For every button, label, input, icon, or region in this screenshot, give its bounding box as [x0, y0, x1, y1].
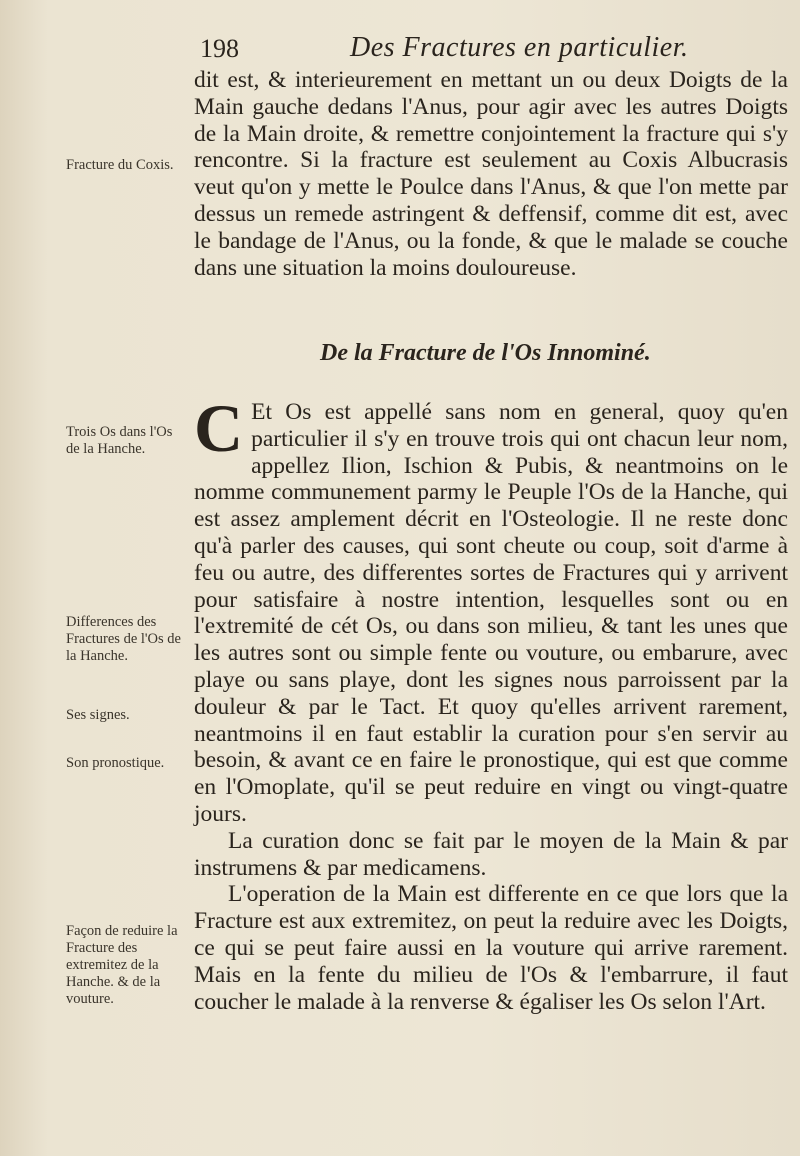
paragraph-2: La curation donc se fait par le moyen de la Main & par instrumens & par medicamens. — [194, 827, 788, 881]
drop-cap: C — [194, 390, 244, 466]
margin-note-trois-os: Trois Os dans l'Os de la Hanche. — [66, 424, 173, 457]
paragraph-1 — [194, 390, 788, 828]
paragraph-3: L'operation de la Main est differente en ce que lors que la Fracture est aux extremitez, on peut la reduire avec les Doigts, ce qui se peut faire aussi en la vouture qui arrive rarement. Mais en la fente du milieu de l'Os & l'embarrure, il faut coucher le malade à la renverse & égaliser les Os selon l'Art. — [194, 881, 788, 1015]
text-block-os-innomine — [194, 390, 788, 1015]
page-header — [200, 28, 780, 68]
text-block-coxis — [194, 67, 788, 281]
paragraph-1-text: Et Os est appellé sans nom en general, quoy qu'en particulier il s'y en trouve trois qui ont chacun leur nom, appellez Ilion, Ischion & Pubis, & neantmoins on le nomme communement parmy le Peuple l'Os de la Hanche, qui est assez amplement décrit en l'Osteologie. Il ne reste donc qu'à parler des causes, qui sont cheute ou coup, soit d'arme à feu ou autre, des differentes sortes de Fractures qui y arrivent pour satisfaire à nostre intention, lesquelles sont ou en l'extremité de cét Os, ou dans son milieu, & tant les unes que les autres sont ou simple fente ou vouture, ou embarure, avec playe ou sans playe, dont les signes nous parroissent par la douleur & par le Tact. Et quoy qu'elles arrivent rarement, neantmoins il en faut establir la curation pour s'en servir au besoin, & avant ce en faire le pronostique, qui est que comme en l'Omoplate, qu'il se peut reduire en vingt ou vingt-quatre jours. — [194, 399, 788, 827]
page-number: 198 — [200, 34, 239, 63]
margin-note-pronostique: Son pronostique. — [66, 755, 165, 771]
margin-note-coxis: Fracture du Coxis. — [66, 157, 174, 173]
paragraph: dit est, & interieurement en mettant un ou deux Doigts de la Main gauche dedans l'Anus, pour agir avec les autres Doigts de la Main droite, & remettre conjointement la fracture qui s'y rencontre. Si la fracture est seulement au Coxis Albucrasis veut qu'on y mette le Poulce dans l'Anus, & que l'on mette par dessus un remede astringent & deffensif, comme dit est, avec le bandage de l'Anus, ou la fonde, & que le malade se couche dans une situation la moins douloureuse. — [194, 67, 788, 281]
margin-note-differences: Differences des Fractures de l'Os de la Hanche. — [66, 614, 181, 664]
section-heading: De la Fracture de l'Os Innominé. — [320, 340, 651, 366]
margin-note-facon-reduire: Façon de reduire la Fracture des extremitez de la Hanche. & de la vouture. — [66, 923, 178, 1007]
running-title: Des Fractures en particulier. — [350, 32, 689, 63]
margin-note-signes: Ses signes. — [66, 707, 130, 723]
